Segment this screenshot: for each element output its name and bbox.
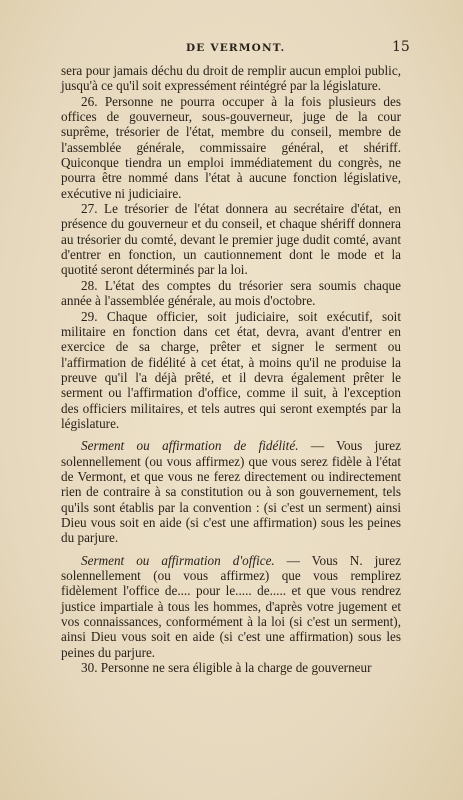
body-text: [61, 63, 401, 675]
page-number: 15: [392, 39, 410, 55]
article-29: 29. Chaque officier, soit judiciaire, soit exécutif, soit militaire en fonction dans cet état, devra, avant d'entrer en exercice de sa charge, prêter et signer le serment ou l'affirmation de fidélité à cet état, à moins qu'il ne produise la preuve qu'il l'a déjà prêté, et il devra également prêter le serment ou l'affirmation d'office, comme il suit, à l'exception des officiers militaires, et tels autres qui seront exemptés par la législature.: [61, 308, 401, 431]
article-26: 26. Personne ne pourra occuper à la fois plusieurs des offices de gouverneur, sous-gouverneur, juge de la cour suprême, trésorier de l'état, membre du conseil, membre de l'assemblée générale, commissaire général, et shériff. Quiconque tiendra un emploi immédiatement du congrès, ne pourra être nommé dans l'état à aucune fonction législative, exécutive ni judiciaire.: [61, 93, 401, 201]
running-title: DE VERMONT.: [186, 42, 286, 54]
oath-of-fidelity-text: — Vous jurez solennellement (ou vous affirmez) que vous serez fidèle à l'état de Vermont, et que vous ne ferez directement ou indirectement rien de contraire à sa constitution ou à son gouvernement, tels qu'ils sont établis par la convention : (si c'est un serment) ainsi Dieu vous soit en aide (si c'est une affirmation) sous les peines du parjure.: [61, 438, 401, 546]
oath-of-office: [61, 553, 401, 660]
oath-of-fidelity-title: Serment ou affirmation de fidélité.: [81, 438, 299, 454]
paragraph-continuation: sera pour jamais déchu du droit de remplir aucun emploi public, jusqu'à ce qu'il soit expressément réintégré par la législature.: [61, 63, 401, 94]
oath-of-office-title: Serment ou affirmation d'office.: [81, 552, 275, 568]
page-header: [0, 40, 463, 56]
oath-of-fidelity: [61, 438, 401, 545]
article-30: 30. Personne ne sera éligible à la charge de gouverneur: [81, 660, 372, 676]
article-27: 27. Le trésorier de l'état donnera au secrétaire d'état, en présence du gouverneur et du conseil, et chaque shériff donnera au trésorier du comté, devant le premier juge dudit comté, avant d'entrer en fonction, un cautionnement dont le mode et la quotité seront déterminés par la loi.: [61, 201, 401, 278]
oath-of-office-text: — Vous N. jurez solennellement (ou vous affirmez) que vous remplirez fidèlement l'office de.... pour le..... de..... et que vous rendrez justice impartiale à tous les hommes, d'après votre jugement et vos connaissances, conformément à la loi (si c'est un serment), ainsi Dieu vous soit en aide (si c'est une affirmation) sous les peines du parjure.: [61, 552, 401, 660]
article-28: 28. L'état des comptes du trésorier sera soumis chaque année à l'assemblée générale, au mois d'octobre.: [61, 277, 401, 309]
